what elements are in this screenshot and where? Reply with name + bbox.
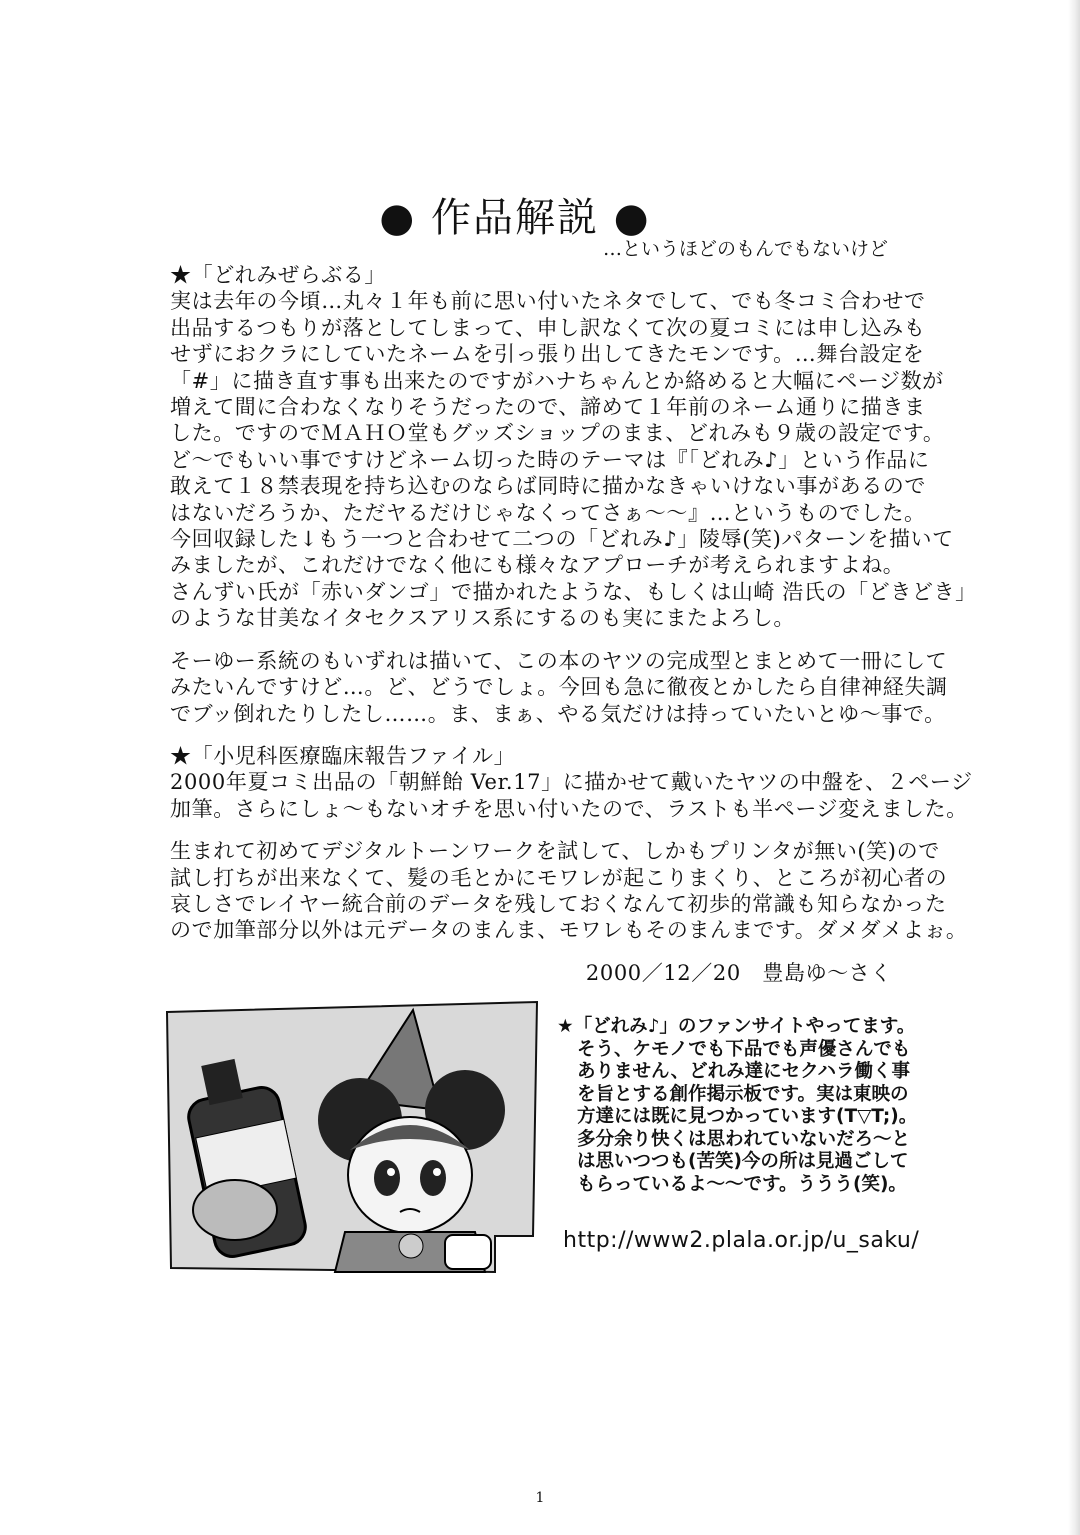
commentary-body xyxy=(170,262,977,986)
text-line: 加筆。さらにしょ～もないオチを思い付いたので、ラストも半ページ変えました。 xyxy=(170,796,968,821)
text-line: そーゆー系統のもいずれは描いて、この本のヤツの完成型とまとめて一冊にして xyxy=(170,648,948,673)
text-line: 出品するつもりが落としてしまって、申し訳なくて次の夏コミには申し込みも xyxy=(170,315,926,340)
text-line: 生まれて初めてデジタルトーンワークを試して、しかもプリンタが無い(笑)ので xyxy=(170,839,940,864)
text-line: でブッ倒れたりしたし……。ま、まぁ、やる気だけは持っていたいとゆ～事で。 xyxy=(170,701,946,726)
fansite-line: を旨とする創作掲示板です。実は東映の xyxy=(577,1083,909,1105)
section-heading: ★「どれみぜらぶる」 xyxy=(170,263,386,287)
text-line: 増えて間に合わなくなりそうだったので、諦めて１年前のネーム通りに描きま xyxy=(170,395,926,420)
text-line: せずにおクラにしていたネームを引っ張り出してきたモンです。…舞台設定を xyxy=(170,342,925,367)
text-line: 試し打ちが出来なくて、髪の毛とかにモワレが起こりまくり、ところが初心者の xyxy=(170,865,948,890)
page-edge-shadow xyxy=(1068,0,1080,1535)
section-heading: ★「小児科医療臨床報告ファイル」 xyxy=(170,743,516,768)
fansite-line: ありません、どれみ達にセクハラ働く事 xyxy=(577,1061,911,1082)
text-line: 哀しさでレイヤー統合前のデータを残しておくなんて初歩的常識も知らなかった xyxy=(170,891,947,916)
text-line: さんずい氏が「赤いダンゴ」で描かれたような、もしくは山崎 浩氏の「どきどき」 xyxy=(170,579,977,604)
text-line: 今回収録した↓もう一つと合わせて二つの「どれみ♪」陵辱(笑)パターンを描いて xyxy=(170,527,954,552)
page-subtitle: …というほどのもんでもないけど xyxy=(602,238,888,260)
text-line: のような甘美なイタセクスアリス系にするのも実にまたよろし。 xyxy=(170,606,795,631)
text-line: した。ですのでＭＡＨＯ堂もグッズショップのまま、どれみも９歳の設定です。 xyxy=(170,421,945,446)
text-line: 実は去年の今頃…丸々１年も前に思い付いたネタでして、でも冬コミ合わせで xyxy=(170,289,926,314)
character-illustration xyxy=(165,1000,540,1275)
text-line: みましたが、これだけでなく他にも様々なアプローチが考えられますよね。 xyxy=(170,553,905,578)
signature: 2000／12／20 豊島ゆ～さく xyxy=(585,960,892,985)
text-line: はないだろうか、ただヤるだけじゃなくってさぁ～～』…というものでした。 xyxy=(170,500,926,525)
text-line: ので加筆部分以外は元データのまんま、モワレもそのまんまです。ダメダメよぉ。 xyxy=(170,918,968,943)
page-title: ● 作品解説 ● xyxy=(379,195,651,241)
text-line: 「#」に描き直す事も出来たのですがハナちゃんとか絡めると大幅にページ数が xyxy=(170,368,944,393)
text-line: ど～でもいい事ですけどネーム切った時のテーマは『「どれみ♪」という作品に xyxy=(170,447,930,472)
fansite-notice xyxy=(557,1016,917,1196)
fansite-line: は思いつつも(苦笑)今の所は見過ごして xyxy=(577,1151,909,1172)
fansite-line: そう、ケモノでも下品でも声優さんでも xyxy=(577,1038,911,1060)
fansite-line: 方達には既に見つかっています(T▽T;)。 xyxy=(577,1106,918,1127)
fansite-url[interactable]: http://www2.plala.or.jp/u_saku/ xyxy=(563,1228,920,1253)
fansite-line: 多分余り快くは思われていないだろ～と xyxy=(577,1128,911,1150)
text-line: 2000年夏コミ出品の「朝鮮飴 Ver.17」に描かせて戴いたヤツの中盤を、２ページ xyxy=(170,770,973,795)
fansite-line: もらっているよ～～です。ううう(笑)。 xyxy=(577,1173,907,1195)
text-line: みたいんですけど…。ど、どうでしょ。今回も急に徹夜とかしたら自律神経失調 xyxy=(170,675,948,700)
page-number: 1 xyxy=(535,1490,545,1506)
text-line: 敢えて１８禁表現を持ち込むのならば同時に描かなきゃいけない事があるので xyxy=(170,474,926,499)
fansite-line: ★「どれみ♪」のファンサイトやってます。 xyxy=(557,1016,916,1037)
